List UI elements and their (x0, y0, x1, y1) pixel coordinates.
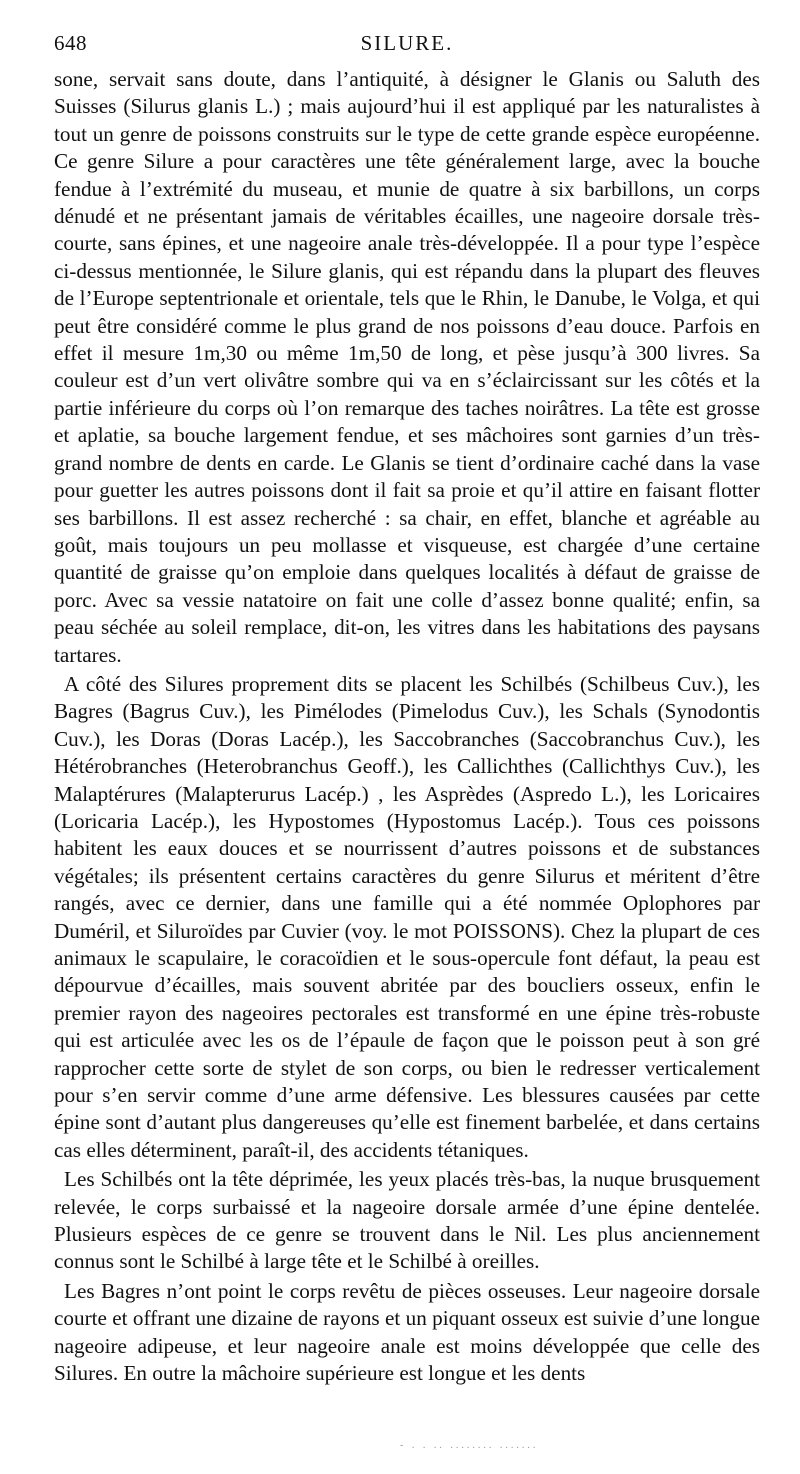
paragraph: Les Bagres n’ont point le corps revêtu de pièces osseuses. Leur nageoire dorsale courte et offrant une dizaine de rayons et un piquant osseux est suivie d’une longue nageoire adipeuse, et leur nageoire anale est moins développée que celle des Silures. En outre la mâchoire supérieure est longue et les dents (54, 1278, 760, 1386)
body-text (54, 66, 760, 1388)
running-head: SILURE. (360, 31, 454, 55)
paragraph: Les Schilbés ont la tête déprimée, les yeux placés très-bas, la nuque brusquement relevée, le corps surbaissé et la nageoire dorsale armée d’une épine dentelée. Plusieurs espèces de ce genre se trouvent dans le Nil. Les plus anciennement connus sont le Schilbé à large tête et le Schilbé à oreilles. (54, 1167, 760, 1274)
page-header (54, 30, 760, 60)
paragraph: A côté des Silures proprement dits se placent les Schilbés (Schilbeus Cuv.), les Bagres (Bagrus Cuv.), les Pimélodes (Pimelodus Cuv.), les Schals (Synodontis Cuv.), les Doras (Doras Lacép.), les Saccobranches (Saccobranchus Cuv.), les Hétérobranches (Heterobranchus Geoff.), les Callichthes (Callichthys Cuv.), les Malaptérures (Malapterurus Lacép.) , les Asprèdes (Aspredo L.), les Loricaires (Loricaria Lacép.), les Hypostomes (Hypostomus Lacép.). Tous ces poissons habitent les eaux douces et se nourrissent d’autres poissons et de substances végétales; ils présentent certains caractères du genre Silurus et méritent d’être rangés, avec ce dernier, dans une famille qui a été nommée Oplophores par Duméril, et Siluroïdes par Cuvier (voy. le mot POISSONS). Chez la plupart de ces animaux le scapulaire, le coracoïdien et le sous-opercule font défaut, la peau est dépourvue d’écailles, mais souvent abritée par des boucliers osseux, enfin le premier rayon des nageoires pectorales est transformé en une épine très-robuste qui est articulée avec les os de l’épaule de façon que le poisson peut à son gré rapprocher cette sorte de stylet de son corps, ou bien le redresser verticalement pour s’en servir comme d’une arme défensive. Les blessures causées par cette épine sont d’autant plus dangereuses qu’elle est finement barbelée, et dans certains cas elles déterminent, paraît-il, des accidents tétaniques. (54, 671, 760, 1162)
paragraph: sone, servait sans doute, dans l’antiquité, à désigner le Glanis ou Saluth des Suisses (Silurus glanis L.) ; mais aujourd’hui il est appliqué par les naturalistes à tout un genre de poissons construits sur le type de cette grande espèce européenne. Ce genre Silure a pour caractères une tête généralement large, avec la bouche fendue à l’extrémité du museau, et munie de quatre à six barbillons, un corps dénudé et ne présentant jamais de véritables écailles, une nageoire dorsale très-courte, sans épines, et une nageoire anale très-développée. Il a pour type l’espèce ci-dessus mentionnée, le Silure glanis, qui est répandu dans la plupart des fleuves de l’Europe septentrionale et orientale, tels que le Rhin, le Danube, le Volga, et qui peut être considéré comme le plus grand de nos poissons d’eau douce. Parfois en effet il mesure 1m,30 ou même 1m,50 de long, et pèse jusqu’à 300 livres. Sa couleur est d’un vert olivâtre sombre qui va en s’éclaircissant sur les côtés et la partie inférieure du corps où l’on remarque des taches noirâtres. La tête est grosse et aplatie, sa bouche largement fendue, et ses mâchoires sont garnies d’un très-grand nombre de dents en carde. Le Glanis se tient d’ordinaire caché dans la vase pour guetter les autres poissons dont il fait sa proie et qu’il attire en faisant flotter ses barbillons. Il est assez recherché : sa chair, en effet, blanche et agréable au goût, mais toujours un peu mollasse et visqueuse, est chargée d’une certaine quantité de graisse qu’on emploie dans quelques localités à défaut de graisse de porc. Avec sa vessie natatoire on fait une colle d’assez bonne qualité; enfin, sa peau séchée au soleil remplace, dit-on, les vitres dans les habitations des paysans tartares. (54, 67, 760, 667)
footer-print-marks: - . . .. ........ ....... (400, 1440, 539, 1451)
page-number: 648 (54, 31, 87, 55)
